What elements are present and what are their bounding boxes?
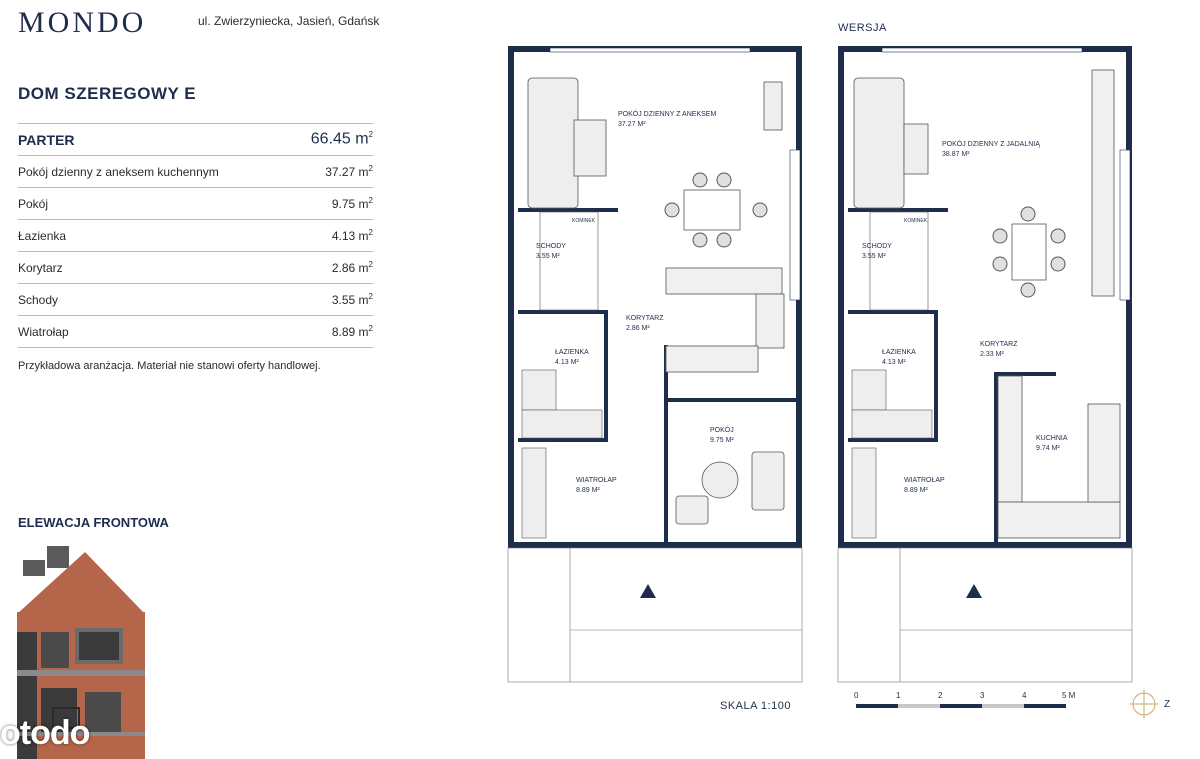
scale-tick: 0 [854, 691, 859, 700]
room-name: Wiatrołap [18, 324, 69, 339]
vestibule-label: WIATROŁAP [576, 477, 617, 484]
room-row [18, 316, 373, 348]
room-name: Schody [18, 292, 59, 307]
floor-row [18, 123, 373, 156]
room-area: 37.27 $m^2$ [325, 164, 373, 179]
compass-label: Z [1164, 699, 1171, 710]
version-label: WERSJA [838, 22, 887, 34]
corridor-area: 2.33 M² [980, 351, 1004, 358]
corridor-label: KORYTARZ [626, 315, 664, 322]
fireplace-label: KOMINEK [572, 218, 596, 224]
living-room-label: POKÓJ DZIENNY Z ANEKSEM [618, 111, 717, 118]
room-name: Pokój [18, 196, 49, 211]
room-row [18, 284, 373, 316]
stairs-area: 3.55 M² [862, 253, 886, 260]
living-room-area: 37.27 M² [618, 121, 646, 128]
scale-tick: 1 [896, 691, 901, 700]
floor-name: PARTER [18, 131, 75, 148]
room-row [18, 156, 373, 188]
bathroom-label: ŁAZIENKA [882, 349, 916, 356]
scale-tick: 2 [938, 691, 943, 700]
stairs-label: SCHODY [536, 243, 566, 250]
stairs-area: 3.55 M² [536, 253, 560, 260]
bathroom-area: 4.13 M² [882, 359, 906, 366]
disclaimer-note: Przykładowa aranżacja. Materiał nie stanowi oferty handlowej. [18, 360, 321, 372]
stairs-label: SCHODY [862, 243, 892, 250]
vestibule-area: 8.89 M² [576, 487, 600, 494]
vestibule-label: WIATROŁAP [904, 477, 945, 484]
elevation-title: ELEWACJA FRONTOWA [18, 515, 169, 530]
room-table [18, 123, 373, 348]
room-area: 2.86 $m^2$ [331, 260, 373, 275]
room-name: Korytarz [18, 260, 63, 275]
room-row [18, 252, 373, 284]
floor-plan-version [832, 0, 1147, 759]
address: ul. Zwierzyniecka, Jasień, Gdańsk [198, 14, 380, 28]
room-label: POKÓJ [710, 427, 734, 434]
room-name: Pokój dzienny z aneksem kuchennym [18, 164, 219, 179]
room-row [18, 220, 373, 252]
corridor-area: 2.86 M² [626, 325, 650, 332]
room-row [18, 188, 373, 220]
compass-icon [1130, 690, 1158, 718]
scale-tick: 3 [980, 691, 985, 700]
room-area: 4.13 $m^2$ [331, 228, 373, 243]
brand-logo: MONDO [18, 6, 147, 39]
kitchen-area: 9.74 M² [1036, 445, 1060, 452]
room-area: 9.75 $m^2$ [331, 196, 373, 211]
room-area: 8.89 $m^2$ [331, 324, 373, 339]
floor-plan-main [500, 0, 815, 759]
room-area: 9.75 M² [710, 437, 734, 444]
house-title: DOM SZEREGOWY E [18, 84, 197, 103]
room-name: Łazienka [18, 228, 67, 243]
scale-bar [852, 688, 1182, 718]
room-area: 3.55 $m^2$ [331, 292, 373, 307]
kitchen-label: KUCHNIA [1036, 435, 1068, 442]
bathroom-area: 4.13 M² [555, 359, 579, 366]
scale-tick: 5 M [1062, 691, 1076, 700]
scale-label: SKALA 1:100 [720, 700, 791, 712]
vestibule-area: 8.89 M² [904, 487, 928, 494]
bathroom-label: ŁAZIENKA [555, 349, 589, 356]
scale-tick: 4 [1022, 691, 1027, 700]
watermark: otodo [0, 714, 90, 752]
living-room-label: POKÓJ DZIENNY Z JADALNIĄ [942, 141, 1040, 148]
floor-area: 66.45 $m^2$ [310, 130, 373, 148]
fireplace-label: KOMINEK [904, 218, 928, 224]
living-room-area: 38.87 M² [942, 151, 970, 158]
corridor-label: KORYTARZ [980, 341, 1018, 348]
